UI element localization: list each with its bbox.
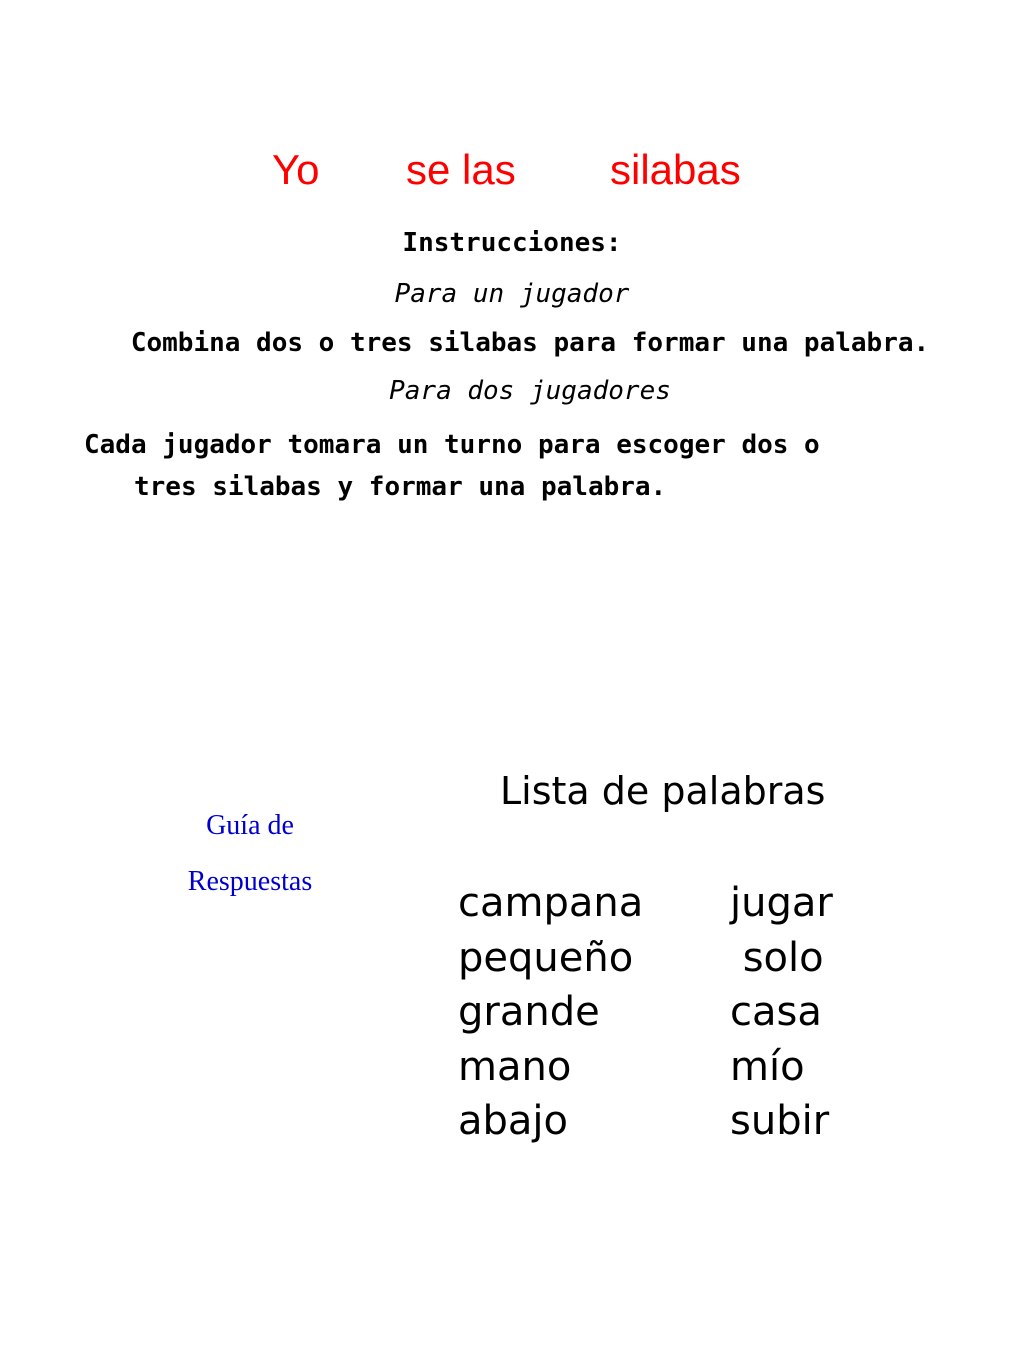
two-player-label: Para dos jugadores	[389, 376, 671, 406]
page-title	[0, 140, 1024, 204]
word-right: subir	[730, 1098, 830, 1144]
word-row	[458, 1094, 878, 1149]
two-player-text	[84, 424, 944, 508]
answer-guide-line1[interactable]: Guía de	[206, 810, 294, 841]
word-row	[458, 876, 878, 931]
word-right: casa	[730, 989, 822, 1035]
word-left: abajo	[458, 1098, 568, 1144]
word-list-title: Lista de palabras	[500, 769, 826, 813]
word-left: pequeño	[458, 934, 634, 981]
word-row	[458, 985, 878, 1040]
word-left: campana	[458, 880, 644, 926]
word-left: mano	[458, 1043, 572, 1090]
instructions-heading: Instrucciones:	[402, 228, 622, 258]
word-right: jugar	[730, 880, 833, 926]
word-left: grande	[458, 989, 600, 1035]
single-player-label: Para un jugador	[394, 279, 630, 309]
word-row	[458, 931, 878, 986]
two-player-text-line2: tres silabas y formar una palabra.	[134, 472, 667, 502]
two-player-text-line1: Cada jugador tomara un turno para escoger dos o	[84, 430, 820, 460]
word-row	[458, 1040, 878, 1095]
answer-guide-line2[interactable]: Respuestas	[187, 866, 313, 897]
word-right: mío	[730, 1043, 805, 1090]
word-right: solo	[730, 934, 824, 981]
title-word-silabas: silabas	[610, 146, 741, 193]
title-word-yo: Yo	[272, 146, 320, 193]
single-player-text: Combina dos o tres silabas para formar una palabra.	[130, 328, 930, 358]
word-list	[458, 876, 878, 1149]
title-word-se-las: se las	[406, 146, 516, 193]
